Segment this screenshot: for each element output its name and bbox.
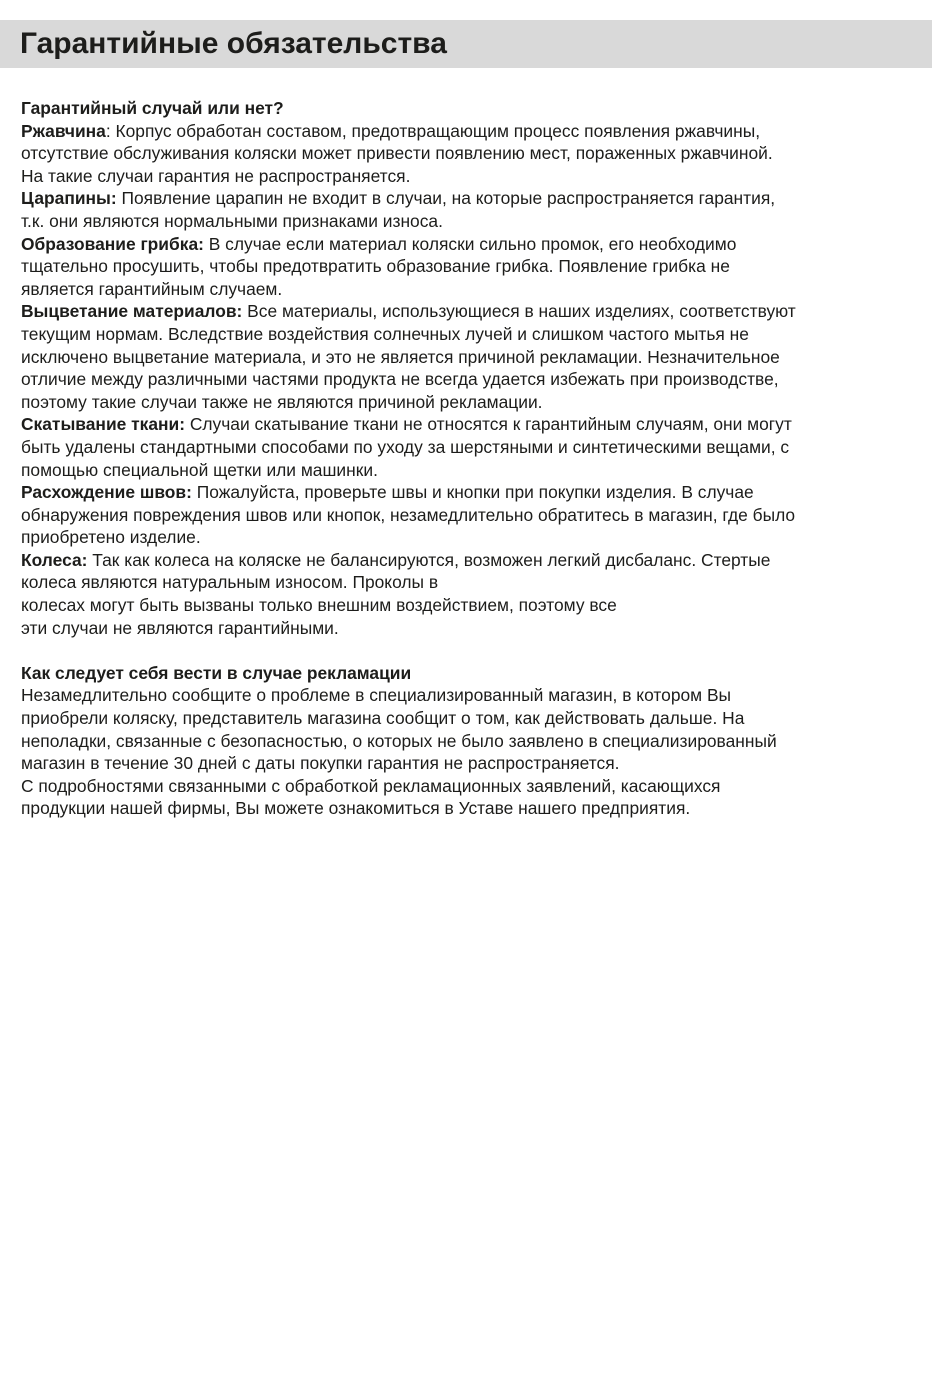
- item-wheels-line-3: колесах могут быть вызваны только внешним воздействием, поэтому все: [21, 595, 617, 616]
- item-seams-line-3: приобретено изделие.: [21, 527, 201, 548]
- section-heading-warranty-case: Гарантийный случай или нет?: [21, 98, 284, 118]
- claims-line-3: неполадки, связанные с безопасностью, о которых не было заявлено в специализированный: [21, 730, 777, 751]
- claims-line-2: приобрели коляску, представитель магазина сообщит о том, как действовать дальше. На: [21, 708, 745, 729]
- section-spacer: [21, 639, 933, 662]
- item-rust-line-2: отсутствие обслуживания коляски может привести появлению мест, пораженных ржавчиной.: [21, 143, 773, 164]
- item-rust-label: Ржавчина: [21, 120, 106, 141]
- claims-line-4: магазин в течение 30 дней с даты покупки гарантия не распространяется.: [21, 753, 620, 774]
- item-fungus-line-1: Образование грибка: В случае если материал коляски сильно промок, его необходимо: [21, 233, 737, 254]
- item-wheels-line-2: колеса являются натуральным износом. Проколы в: [21, 572, 439, 593]
- item-seams-line-2: обнаружения повреждения швов или кнопок, незамедлительно обратитесь в магазин, где было: [21, 504, 796, 525]
- item-rust-line-3: На такие случаи гарантия не распространяется.: [21, 165, 411, 186]
- item-fading-line-5: поэтому такие случаи также не являются причиной рекламации.: [21, 391, 543, 412]
- item-wheels-line-1: Колеса: Так как колеса на коляске не балансируются, возможен легкий дисбаланс. Стертые: [21, 549, 771, 570]
- item-fungus-line-2: тщательно просушить, чтобы предотвратить образование грибка. Появление грибка не: [21, 256, 730, 277]
- item-fading-line-1: Выцветание материалов: Все материалы, использующиеся в наших изделиях, соответствуют: [21, 301, 796, 322]
- item-pilling-label: Скатывание ткани:: [21, 414, 186, 435]
- item-scratches-line-2: т.к. они являются нормальными признаками износа.: [21, 210, 443, 231]
- item-pilling-line-2: быть удалены стандартными способами по уходу за шерстяными и синтетическими вещами, с: [21, 436, 790, 457]
- item-pilling-line-3: помощью специальной щетки или машинки.: [21, 459, 378, 480]
- claims-line-6: продукции нашей фирмы, Вы можете ознакомиться в Уставе нашего предприятия.: [21, 798, 691, 819]
- item-wheels-label: Колеса:: [21, 549, 88, 570]
- item-pilling-line-1: Скатывание ткани: Случаи скатывание ткани не относятся к гарантийным случаям, они могут: [21, 414, 792, 435]
- section-heading-claims: Как следует себя вести в случае рекламации: [21, 662, 412, 683]
- item-fading-line-4: отличие между различными частями продукта не всегда удается избежать при производстве,: [21, 369, 779, 390]
- item-fungus-label: Образование грибка:: [21, 233, 204, 254]
- item-fading-line-3: исключено выцветание материала, и это не является причиной рекламации. Незначительное: [21, 346, 780, 367]
- item-fungus-line-3: является гарантийным случаем.: [21, 278, 283, 299]
- item-wheels-line-4: эти случаи не являются гарантийными.: [21, 617, 339, 638]
- claims-line-5: С подробностями связанными с обработкой рекламационных заявлений, касающихся: [21, 775, 721, 796]
- document-body: [21, 97, 933, 820]
- claims-line-1: Незамедлительно сообщите о проблеме в специализированный магазин, в котором Вы: [21, 685, 732, 706]
- item-fading-line-2: текущим нормам. Вследствие воздействия солнечных лучей и слишком частого мытья не: [21, 323, 749, 344]
- item-rust-line-1: Ржавчина: Корпус обработан составом, предотвращающим процесс появления ржавчины,: [21, 120, 761, 141]
- page-title: Гарантийные обязательства: [20, 27, 447, 60]
- item-seams-label: Расхождение швов:: [21, 482, 192, 503]
- item-scratches-label: Царапины:: [21, 188, 117, 209]
- item-seams-line-1: Расхождение швов: Пожалуйста, проверьте швы и кнопки при покупки изделия. В случае: [21, 482, 754, 503]
- item-scratches-line-1: Царапины: Появление царапин не входит в случаи, на которые распространяется гарантия,: [21, 188, 776, 209]
- item-fading-label: Выцветание материалов:: [21, 301, 243, 322]
